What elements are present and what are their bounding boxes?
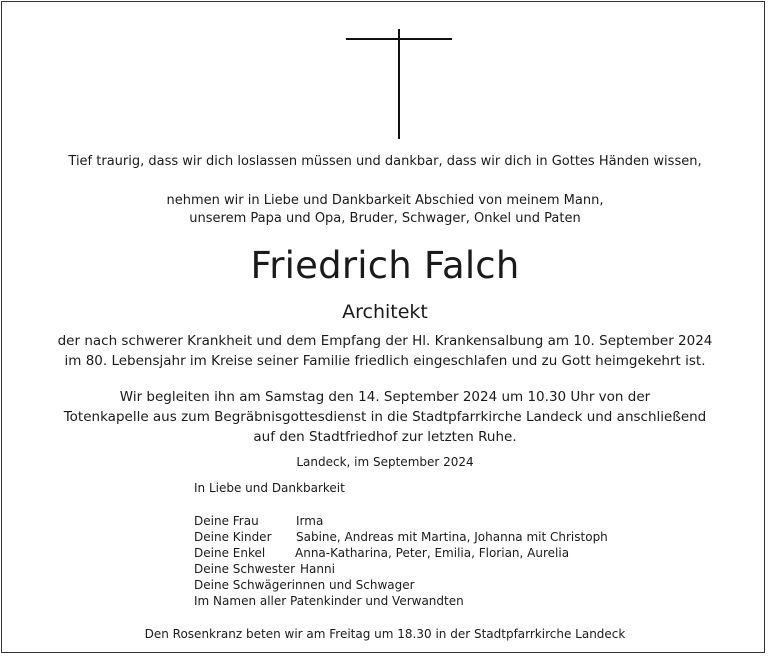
family-relation: Im Namen aller Patenkinder und Verwandten <box>194 594 464 608</box>
family-names: Anna-Katharina, Peter, Emilia, Florian, Aurelia <box>295 546 570 560</box>
closing-text: In Liebe und Dankbarkeit <box>194 481 345 495</box>
rosary-text: Den Rosenkranz beten wir am Freitag um 18.30 in der Stadtpfarrkirche Landeck <box>144 627 626 641</box>
family-row-relatives <box>194 593 464 609</box>
family-row-children <box>194 529 608 545</box>
family-relation: Deine Schwägerinnen und Schwager <box>194 578 415 592</box>
death-info-line-2: im 80. Lebensjahr im Kreise seiner Familie friedlich eingeschlafen und zu Gott heimgekehrt ist. <box>64 353 706 369</box>
family-names: Irma <box>296 514 324 528</box>
family-row-in-laws <box>194 577 415 593</box>
place-date: Landeck, im September 2024 <box>296 455 474 469</box>
deceased-name: Friedrich Falch <box>250 244 520 287</box>
intro-text: Tief traurig, dass wir dich loslassen müssen und dankbar, dass wir dich in Gottes Händen wissen, <box>68 154 702 169</box>
funeral-line-2: Totenkapelle aus zum Begräbnisgottesdienst in die Stadtpfarrkirche Landeck und anschließend <box>63 409 707 425</box>
funeral-line-3: auf den Stadtfriedhof zur letzten Ruhe. <box>253 429 517 445</box>
family-names: Sabine, Andreas mit Martina, Johanna mit Christoph <box>296 530 608 544</box>
farewell-line-2: unserem Papa und Opa, Bruder, Schwager, Onkel und Paten <box>189 211 581 226</box>
family-relation: Deine Frau <box>194 514 259 528</box>
family-relation: Deine Schwester <box>194 562 296 576</box>
family-row-sister <box>194 561 335 577</box>
death-info-line-1: der nach schwerer Krankheit und dem Empfang der Hl. Krankensalbung am 10. September 2024 <box>57 333 713 349</box>
family-row-wife <box>194 513 324 529</box>
deceased-profession: Architekt <box>342 301 428 323</box>
family-row-grandchildren <box>194 545 570 561</box>
obituary-notice <box>1 1 765 653</box>
cross-icon <box>2 2 768 152</box>
family-relation: Deine Enkel <box>194 546 266 560</box>
family-relation: Deine Kinder <box>194 530 272 544</box>
family-names: Hanni <box>300 562 335 576</box>
funeral-line-1: Wir begleiten ihn am Samstag den 14. September 2024 um 10.30 Uhr von der <box>119 389 651 405</box>
farewell-line-1: nehmen wir in Liebe und Dankbarkeit Abschied von meinem Mann, <box>166 193 604 208</box>
